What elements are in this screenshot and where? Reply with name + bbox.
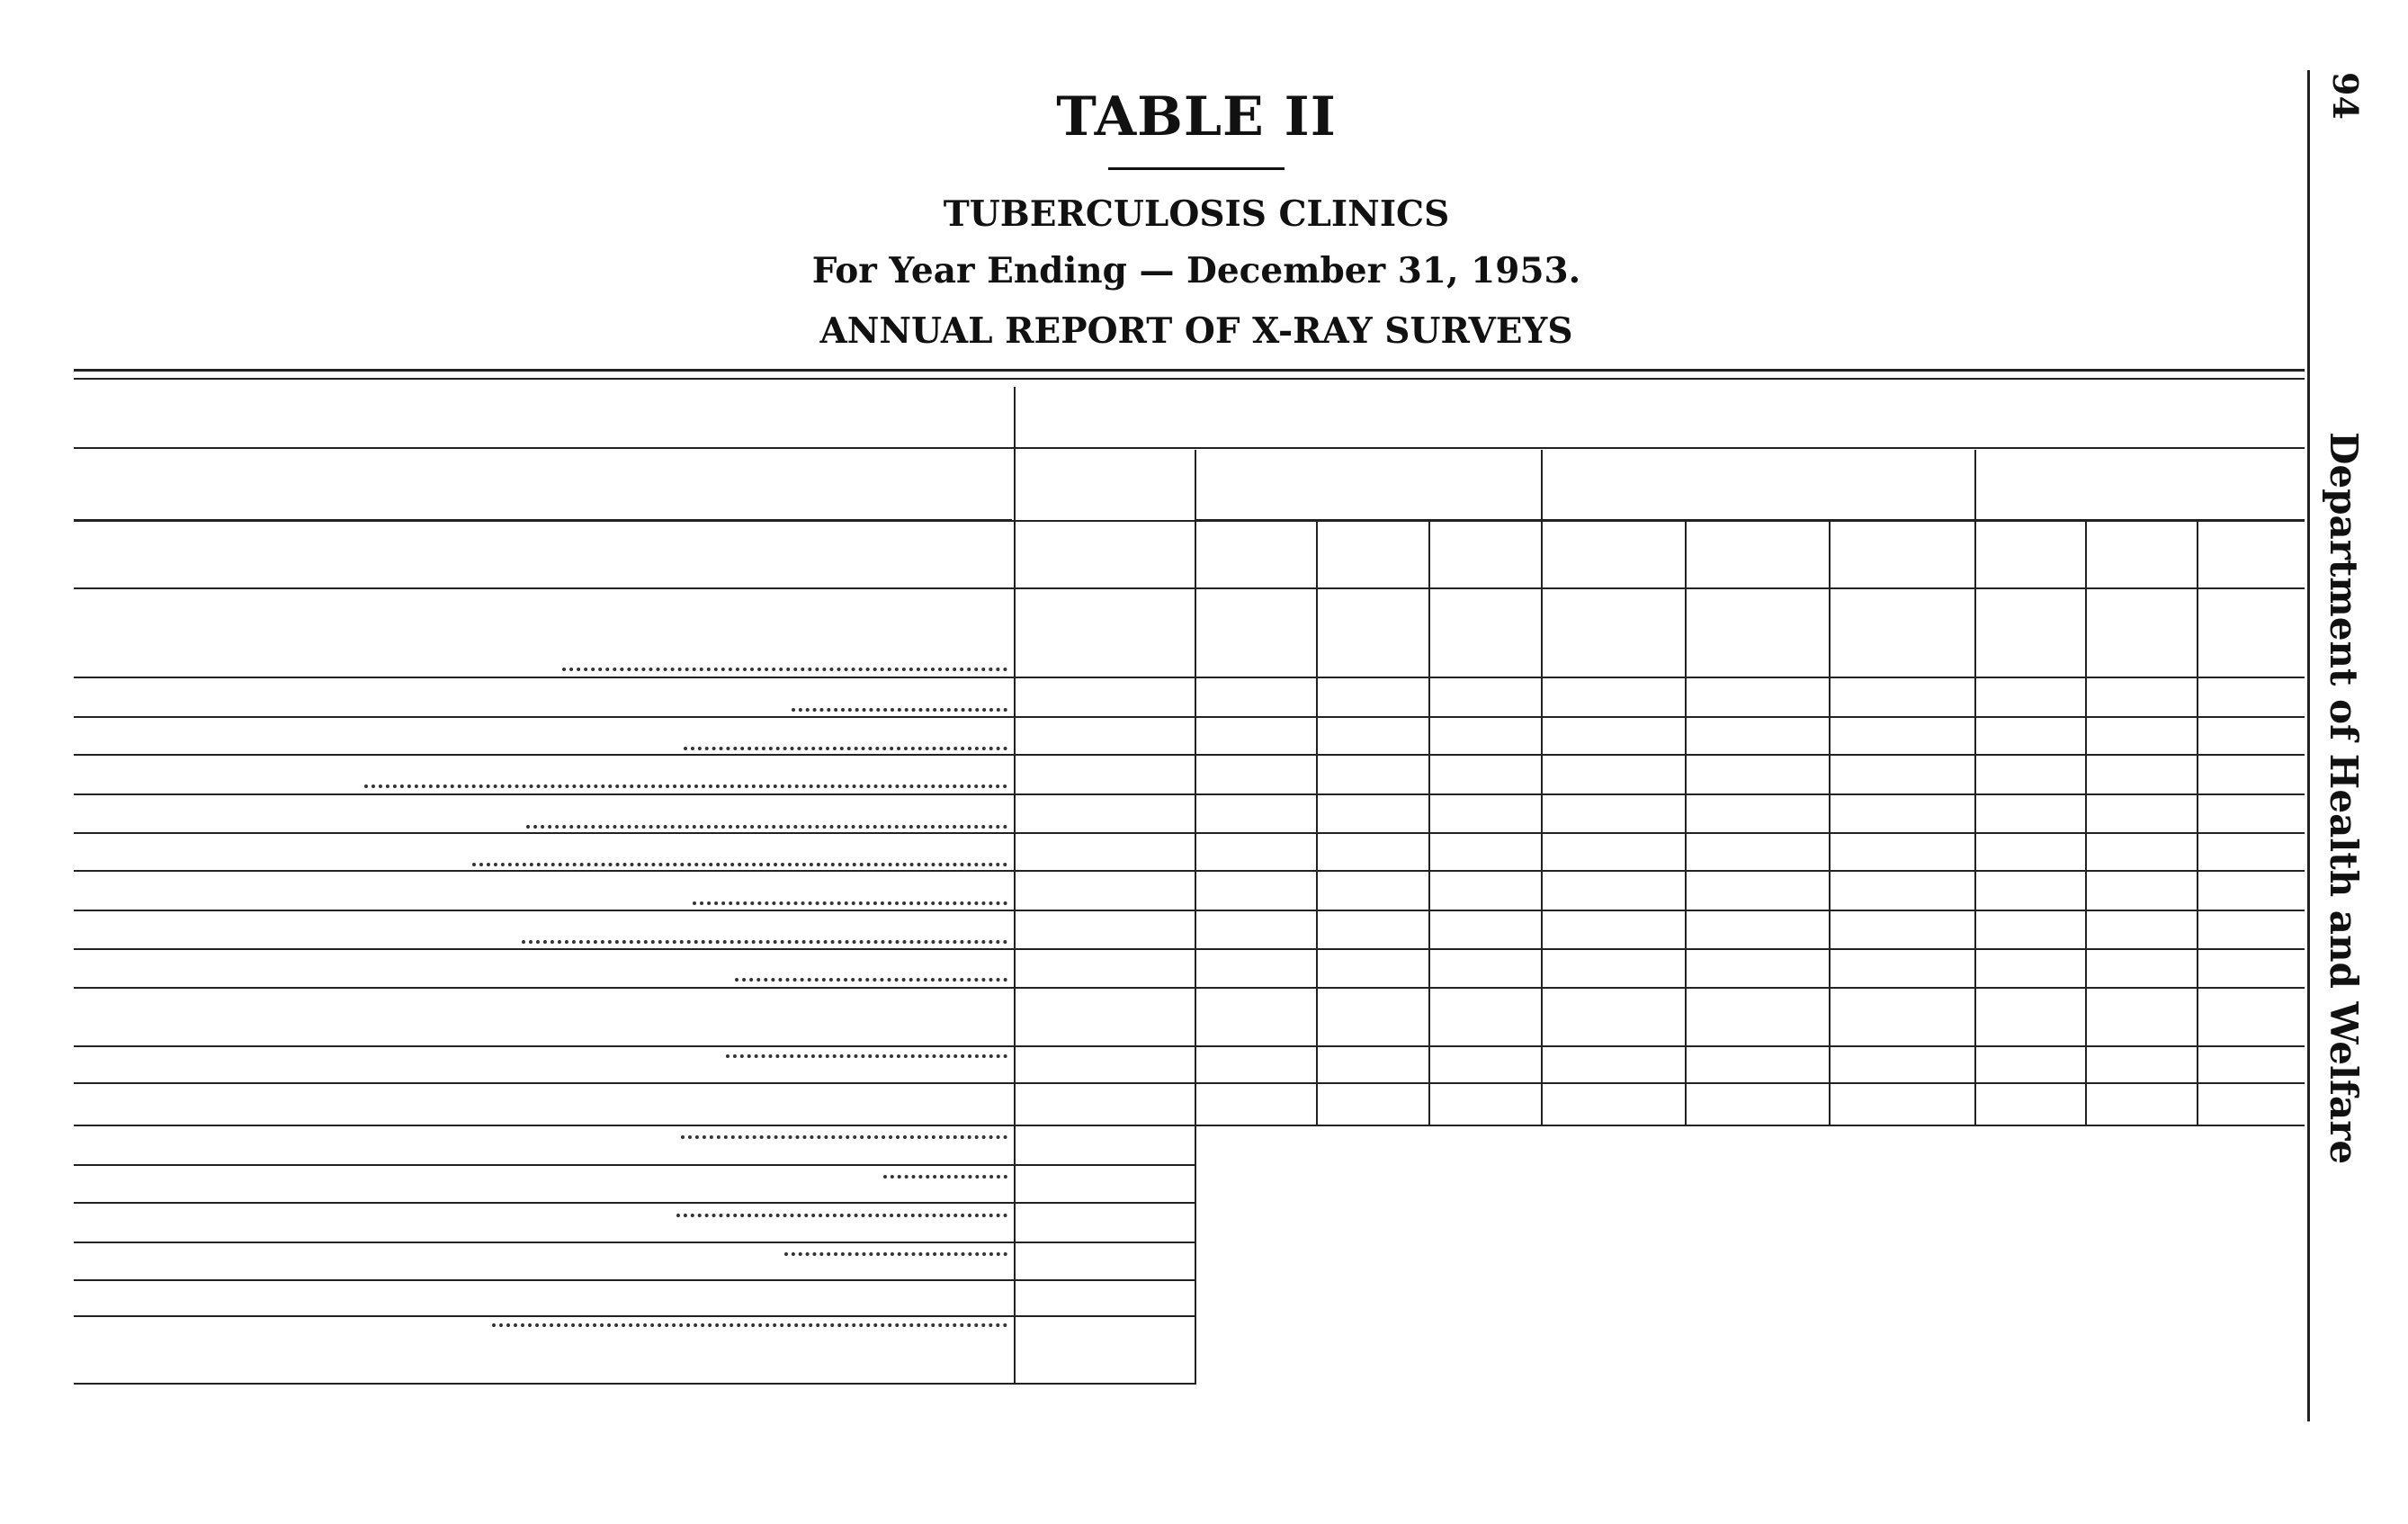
margin-rule <box>2307 70 2310 1421</box>
row-rule <box>74 754 2305 756</box>
running-title: Department of Health and Welfare <box>2322 432 2366 1165</box>
column-divider <box>1541 450 1543 1125</box>
dot-leader <box>562 668 1007 671</box>
dot-leader <box>883 1175 1007 1179</box>
total-column-divider <box>1195 450 1196 1383</box>
header-rule <box>74 520 2305 522</box>
row-rule <box>74 987 2305 989</box>
column-divider <box>1428 522 1430 1125</box>
dot-leader <box>676 1214 1007 1217</box>
header-rule <box>74 447 2305 449</box>
column-divider <box>1829 522 1831 1125</box>
dot-leader <box>526 825 1007 829</box>
column-divider <box>1685 522 1687 1125</box>
dot-leader <box>364 784 1007 788</box>
row-rule <box>74 1202 1196 1204</box>
row-rule <box>74 1164 1196 1166</box>
row-rule <box>74 948 2305 950</box>
dot-leader <box>726 1054 1007 1058</box>
label-column-divider <box>1014 387 1016 1383</box>
dot-leader <box>735 978 1007 982</box>
table-title: TABLE II <box>1056 85 1337 148</box>
column-divider <box>2085 522 2087 1125</box>
row-rule <box>74 1045 2305 1047</box>
column-divider <box>1974 450 1976 1125</box>
column-divider <box>1316 522 1318 1125</box>
row-rule <box>74 716 2305 718</box>
row-rule <box>74 910 2305 911</box>
row-rule <box>74 1125 2305 1126</box>
table-bottom-rule <box>74 1383 1196 1385</box>
row-rule <box>74 1279 1196 1281</box>
header-rule <box>74 587 2305 589</box>
row-rule <box>74 870 2305 872</box>
row-rule <box>74 677 2305 678</box>
report-subject: ANNUAL REPORT OF X-RAY SURVEYS <box>819 310 1573 352</box>
row-rule <box>74 1082 2305 1084</box>
title-underline <box>1108 167 1285 170</box>
row-rule <box>74 793 2305 795</box>
dot-leader <box>784 1252 1007 1256</box>
dot-leader <box>522 940 1007 944</box>
dot-leader <box>693 901 1007 905</box>
dot-leader <box>792 708 1007 712</box>
column-divider <box>2197 522 2198 1125</box>
dot-leader <box>681 1135 1007 1139</box>
row-rule <box>74 832 2305 834</box>
table-top-rule <box>74 369 2305 372</box>
table-top-rule <box>74 378 2305 380</box>
row-rule <box>74 1315 1196 1317</box>
row-rule <box>74 1242 1196 1243</box>
dot-leader <box>492 1323 1007 1327</box>
dot-leader <box>472 863 1007 866</box>
report-period: For Year Ending — December 31, 1953. <box>811 250 1581 291</box>
page-number: 94 <box>2325 72 2366 120</box>
dot-leader <box>684 747 1007 750</box>
report-heading: TUBERCULOSIS CLINICS <box>943 193 1450 235</box>
